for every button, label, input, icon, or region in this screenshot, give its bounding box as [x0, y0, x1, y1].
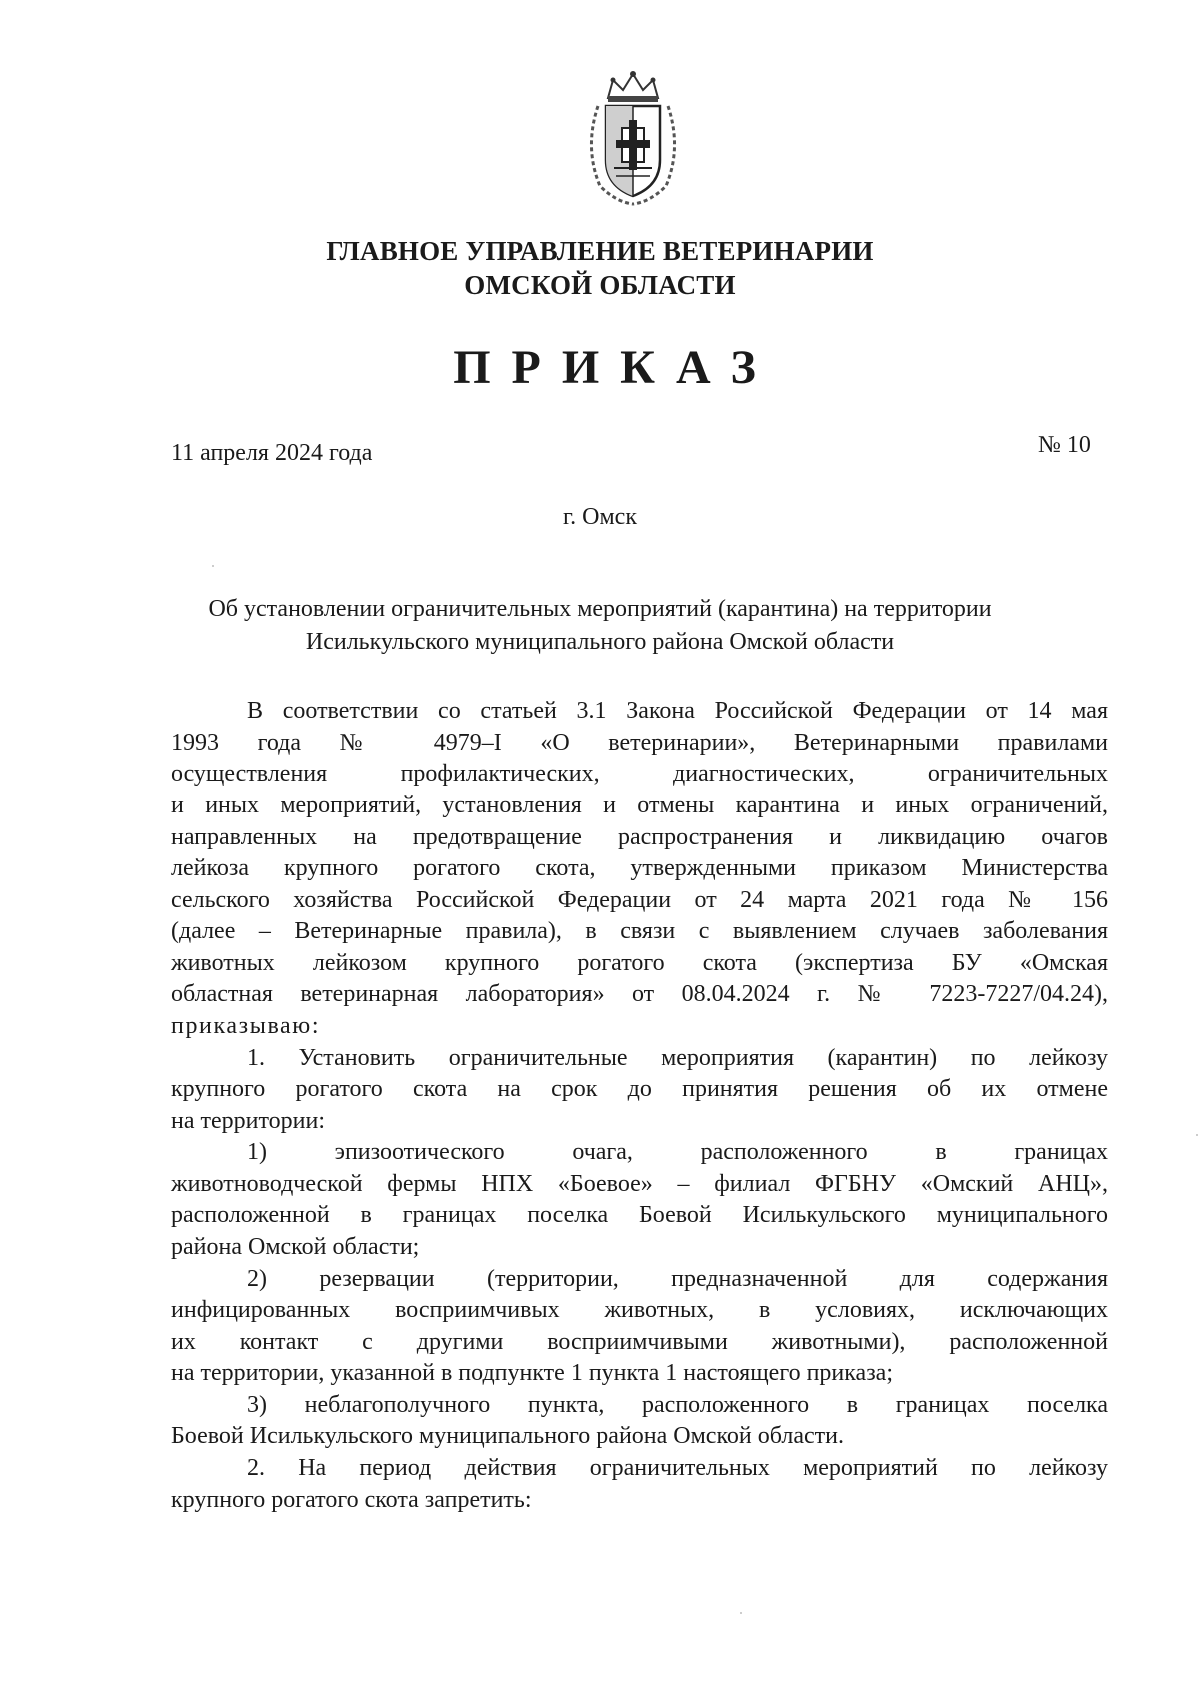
body-line: 1) эпизоотического очага, расположенного в границах [247, 1139, 1108, 1165]
body-line: и иных мероприятий, установления и отмены карантина и иных ограничений, [171, 792, 1108, 818]
scan-speck [1196, 1134, 1198, 1136]
body-line: лейкоза крупного рогатого скота, утвержденными приказом Министерства [171, 855, 1108, 881]
organization-name-line2: ОМСКОЙ ОБЛАСТИ [464, 270, 736, 300]
body-line: их контакт с другими восприимчивыми животными), расположенной [171, 1329, 1108, 1355]
document-type-heading: ПРИКАЗ [453, 341, 777, 394]
document-title-line2: Исилькульского муниципального района Омской области [305, 629, 895, 655]
body-line: района Омской области; [171, 1234, 420, 1260]
document-city: г. Омск [563, 504, 637, 530]
body-line: 3) неблагополучного пункта, расположенного в границах поселка [247, 1392, 1108, 1418]
body-line: областная ветеринарная лаборатория» от 08.04.2024 г. № 7223-7227/04.24), [171, 981, 1108, 1007]
coat-of-arms-icon [578, 68, 688, 208]
body-line: направленных на предотвращение распространения и ликвидацию очагов [171, 824, 1108, 850]
body-line: 2) резервации (территории, предназначенной для содержания [247, 1266, 1108, 1292]
scan-speck [212, 565, 214, 567]
body-line: на территории, указанной в подпункте 1 пункта 1 настоящего приказа; [171, 1360, 894, 1386]
body-line: на территории: [171, 1108, 326, 1134]
document-date: 11 апреля 2024 года [171, 440, 373, 466]
body-line: инфицированных восприимчивых животных, в условиях, исключающих [171, 1297, 1108, 1323]
body-line: животных лейкозом крупного рогатого скота (экспертиза БУ «Омская [171, 950, 1108, 976]
body-line: (далее – Ветеринарные правила), в связи с выявлением случаев заболевания [171, 918, 1108, 944]
document-number: № 10 [1038, 432, 1091, 458]
body-line: приказываю: [171, 1013, 321, 1039]
body-line: 1. Установить ограничительные мероприятия (карантин) по лейкозу [247, 1045, 1108, 1071]
scan-speck [740, 1612, 742, 1614]
body-line: В соответствии со статьей 3.1 Закона Российской Федерации от 14 мая [247, 698, 1108, 724]
body-line: сельского хозяйства Российской Федерации от 24 марта 2021 года № 156 [171, 887, 1108, 913]
body-line: расположенной в границах поселка Боевой Исилькульского муниципального [171, 1202, 1108, 1228]
body-line: Боевой Исилькульского муниципального района Омской области. [171, 1423, 844, 1449]
body-line: крупного рогатого скота на срок до принятия решения об их отмене [171, 1076, 1108, 1102]
document-title-line1: Об установлении ограничительных мероприятий (карантина) на территории [208, 596, 992, 622]
body-line: 1993 года № 4979–I «О ветеринарии», Ветеринарными правилами [171, 730, 1108, 756]
body-line: осуществления профилактических, диагностических, ограничительных [171, 761, 1108, 787]
body-line: 2. На период действия ограничительных мероприятий по лейкозу [247, 1455, 1108, 1481]
organization-name-line1: ГЛАВНОЕ УПРАВЛЕНИЕ ВЕТЕРИНАРИИ [326, 236, 874, 266]
body-line: животноводческой фермы НПХ «Боевое» – филиал ФГБНУ «Омский АНЦ», [171, 1171, 1108, 1197]
body-line: крупного рогатого скота запретить: [171, 1487, 532, 1513]
